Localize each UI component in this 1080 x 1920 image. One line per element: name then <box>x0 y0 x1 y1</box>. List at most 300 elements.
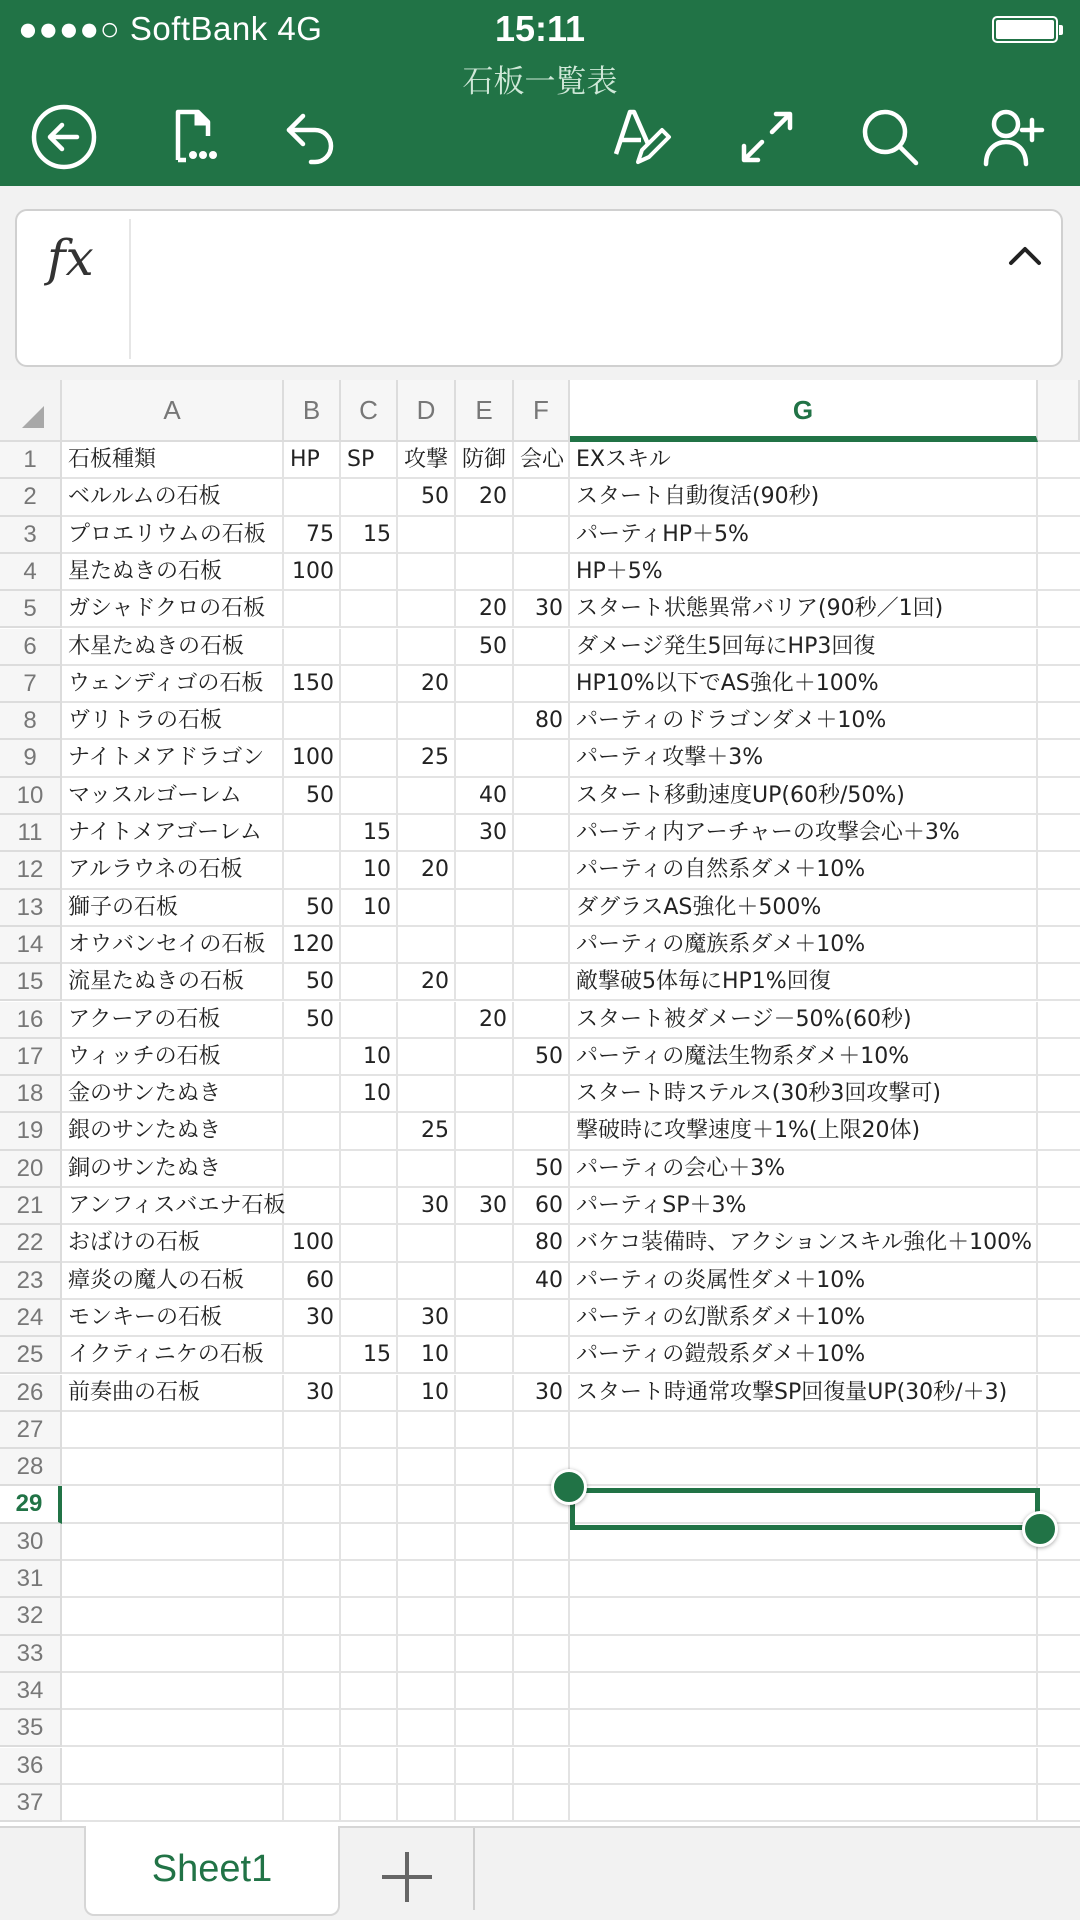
cell-d35[interactable] <box>398 1710 456 1747</box>
row-header-30[interactable]: 30 <box>0 1524 62 1561</box>
cell-h5[interactable] <box>1038 591 1080 628</box>
cell-f36[interactable] <box>514 1748 570 1785</box>
row-header-20[interactable]: 20 <box>0 1151 62 1188</box>
row-header-16[interactable]: 16 <box>0 1002 62 1039</box>
cell-f7[interactable] <box>514 666 570 703</box>
cell-a25[interactable]: イクティニケの石板 <box>62 1337 284 1374</box>
cell-f27[interactable] <box>514 1412 570 1449</box>
row-header-18[interactable]: 18 <box>0 1076 62 1113</box>
cell-h37[interactable] <box>1038 1785 1080 1822</box>
cell-d30[interactable] <box>398 1524 456 1561</box>
row-header-26[interactable]: 26 <box>0 1375 62 1412</box>
cell-a12[interactable]: アルラウネの石板 <box>62 852 284 889</box>
cell-b33[interactable] <box>284 1636 341 1673</box>
cell-d18[interactable] <box>398 1076 456 1113</box>
row-header-14[interactable]: 14 <box>0 927 62 964</box>
cell-b27[interactable] <box>284 1412 341 1449</box>
cell-h2[interactable] <box>1038 479 1080 516</box>
cell-c36[interactable] <box>341 1748 398 1785</box>
cell-b21[interactable] <box>284 1188 341 1225</box>
row-header-6[interactable]: 6 <box>0 629 62 666</box>
cell-d36[interactable] <box>398 1748 456 1785</box>
cell-c17[interactable]: 10 <box>341 1039 398 1076</box>
spreadsheet-grid[interactable] <box>0 380 1080 1826</box>
cell-c34[interactable] <box>341 1673 398 1710</box>
row-header-8[interactable]: 8 <box>0 703 62 740</box>
cell-d3[interactable] <box>398 517 456 554</box>
cell-b20[interactable] <box>284 1151 341 1188</box>
cell-d20[interactable] <box>398 1151 456 1188</box>
cell-a11[interactable]: ナイトメアゴーレム <box>62 815 284 852</box>
cell-c30[interactable] <box>341 1524 398 1561</box>
cell-e7[interactable] <box>456 666 514 703</box>
cell-f18[interactable] <box>514 1076 570 1113</box>
tab-sheet1[interactable]: Sheet1 <box>84 1826 340 1916</box>
cell-b17[interactable] <box>284 1039 341 1076</box>
cell-g32[interactable] <box>570 1598 1038 1635</box>
row-header-28[interactable]: 28 <box>0 1449 62 1486</box>
cell-e20[interactable] <box>456 1151 514 1188</box>
cell-c35[interactable] <box>341 1710 398 1747</box>
cell-e30[interactable] <box>456 1524 514 1561</box>
cell-g22[interactable]: バケコ装備時、アクションスキル強化＋100% <box>570 1225 1038 1262</box>
cell-e29[interactable] <box>456 1486 514 1523</box>
cell-g18[interactable]: スタート時ステルス(30秒3回攻撃可) <box>570 1076 1038 1113</box>
cell-d2[interactable]: 50 <box>398 479 456 516</box>
cell-h31[interactable] <box>1038 1561 1080 1598</box>
cell-h23[interactable] <box>1038 1263 1080 1300</box>
cell-d21[interactable]: 30 <box>398 1188 456 1225</box>
row-header-5[interactable]: 5 <box>0 591 62 628</box>
cell-d5[interactable] <box>398 591 456 628</box>
cell-e28[interactable] <box>456 1449 514 1486</box>
cell-g12[interactable]: パーティの自然系ダメ＋10% <box>570 852 1038 889</box>
row-header-12[interactable]: 12 <box>0 852 62 889</box>
cell-h1[interactable] <box>1038 442 1080 479</box>
cell-e2[interactable]: 20 <box>456 479 514 516</box>
selection-handle-bottom-right[interactable] <box>1022 1511 1058 1547</box>
cell-f23[interactable]: 40 <box>514 1263 570 1300</box>
cell-h3[interactable] <box>1038 517 1080 554</box>
file-menu-button[interactable] <box>156 100 230 174</box>
cell-b5[interactable] <box>284 591 341 628</box>
column-header-b[interactable]: B <box>284 380 341 442</box>
cell-h14[interactable] <box>1038 927 1080 964</box>
share-button[interactable] <box>976 100 1050 174</box>
cell-f20[interactable]: 50 <box>514 1151 570 1188</box>
cell-d7[interactable]: 20 <box>398 666 456 703</box>
cell-c25[interactable]: 15 <box>341 1337 398 1374</box>
row-header-23[interactable]: 23 <box>0 1263 62 1300</box>
cell-h8[interactable] <box>1038 703 1080 740</box>
column-header-f[interactable]: F <box>514 380 570 442</box>
cell-f5[interactable]: 30 <box>514 591 570 628</box>
cell-a33[interactable] <box>62 1636 284 1673</box>
cell-c16[interactable] <box>341 1002 398 1039</box>
cell-h28[interactable] <box>1038 1449 1080 1486</box>
cell-b23[interactable]: 60 <box>284 1263 341 1300</box>
cell-e11[interactable]: 30 <box>456 815 514 852</box>
back-button[interactable] <box>27 100 101 174</box>
cell-h27[interactable] <box>1038 1412 1080 1449</box>
column-header-g[interactable]: G <box>570 380 1038 442</box>
cell-g16[interactable]: スタート被ダメージ－50%(60秒) <box>570 1002 1038 1039</box>
chevron-up-icon[interactable] <box>1003 233 1047 277</box>
cell-h22[interactable] <box>1038 1225 1080 1262</box>
cell-a13[interactable]: 獅子の石板 <box>62 890 284 927</box>
cell-b29[interactable] <box>284 1486 341 1523</box>
cell-g7[interactable]: HP10%以下でAS強化＋100% <box>570 666 1038 703</box>
cell-f30[interactable] <box>514 1524 570 1561</box>
cell-h24[interactable] <box>1038 1300 1080 1337</box>
cell-d23[interactable] <box>398 1263 456 1300</box>
cell-a34[interactable] <box>62 1673 284 1710</box>
cell-g27[interactable] <box>570 1412 1038 1449</box>
cell-g15[interactable]: 敵撃破5体毎にHP1%回復 <box>570 964 1038 1001</box>
cell-a27[interactable] <box>62 1412 284 1449</box>
cell-e15[interactable] <box>456 964 514 1001</box>
cell-a20[interactable]: 銅のサンたぬき <box>62 1151 284 1188</box>
cell-h10[interactable] <box>1038 778 1080 815</box>
cell-e1[interactable]: 防御 <box>456 442 514 479</box>
cell-a1[interactable]: 石板種類 <box>62 442 284 479</box>
cell-c27[interactable] <box>341 1412 398 1449</box>
cell-e26[interactable] <box>456 1375 514 1412</box>
row-header-17[interactable]: 17 <box>0 1039 62 1076</box>
cell-h11[interactable] <box>1038 815 1080 852</box>
cell-a5[interactable]: ガシャドクロの石板 <box>62 591 284 628</box>
cell-g8[interactable]: パーティのドラゴンダメ＋10% <box>570 703 1038 740</box>
cell-g25[interactable]: パーティの鎧殻系ダメ＋10% <box>570 1337 1038 1374</box>
cell-b12[interactable] <box>284 852 341 889</box>
cell-b25[interactable] <box>284 1337 341 1374</box>
cell-g33[interactable] <box>570 1636 1038 1673</box>
cell-c20[interactable] <box>341 1151 398 1188</box>
cell-c10[interactable] <box>341 778 398 815</box>
cell-d14[interactable] <box>398 927 456 964</box>
cell-e21[interactable]: 30 <box>456 1188 514 1225</box>
cell-h21[interactable] <box>1038 1188 1080 1225</box>
cell-h18[interactable] <box>1038 1076 1080 1113</box>
cell-a24[interactable]: モンキーの石板 <box>62 1300 284 1337</box>
cell-f6[interactable] <box>514 629 570 666</box>
cell-e5[interactable]: 20 <box>456 591 514 628</box>
cell-g31[interactable] <box>570 1561 1038 1598</box>
cell-g6[interactable]: ダメージ発生5回毎にHP3回復 <box>570 629 1038 666</box>
cell-c28[interactable] <box>341 1449 398 1486</box>
cell-a26[interactable]: 前奏曲の石板 <box>62 1375 284 1412</box>
cell-a23[interactable]: 瘴炎の魔人の石板 <box>62 1263 284 1300</box>
cell-d33[interactable] <box>398 1636 456 1673</box>
cell-d11[interactable] <box>398 815 456 852</box>
cell-b15[interactable]: 50 <box>284 964 341 1001</box>
cell-h26[interactable] <box>1038 1375 1080 1412</box>
cell-c14[interactable] <box>341 927 398 964</box>
cell-f24[interactable] <box>514 1300 570 1337</box>
cell-a18[interactable]: 金のサンたぬき <box>62 1076 284 1113</box>
row-header-21[interactable]: 21 <box>0 1188 62 1225</box>
cell-h9[interactable] <box>1038 740 1080 777</box>
cell-b9[interactable]: 100 <box>284 740 341 777</box>
row-header-2[interactable]: 2 <box>0 479 62 516</box>
cell-f26[interactable]: 30 <box>514 1375 570 1412</box>
cell-h7[interactable] <box>1038 666 1080 703</box>
row-header-13[interactable]: 13 <box>0 890 62 927</box>
cell-f14[interactable] <box>514 927 570 964</box>
row-header-1[interactable]: 1 <box>0 442 62 479</box>
cell-b10[interactable]: 50 <box>284 778 341 815</box>
select-all-corner[interactable] <box>0 380 62 442</box>
cell-e22[interactable] <box>456 1225 514 1262</box>
cell-d28[interactable] <box>398 1449 456 1486</box>
row-header-3[interactable]: 3 <box>0 517 62 554</box>
cell-d10[interactable] <box>398 778 456 815</box>
cell-c13[interactable]: 10 <box>341 890 398 927</box>
cell-a32[interactable] <box>62 1598 284 1635</box>
cell-c29[interactable] <box>341 1486 398 1523</box>
cell-a4[interactable]: 星たぬきの石板 <box>62 554 284 591</box>
selection-handle-top-left[interactable] <box>551 1469 587 1505</box>
cell-g21[interactable]: パーティSP＋3% <box>570 1188 1038 1225</box>
cell-c7[interactable] <box>341 666 398 703</box>
function-icon[interactable]: fx <box>47 229 94 287</box>
column-header-e[interactable]: E <box>456 380 514 442</box>
cell-c8[interactable] <box>341 703 398 740</box>
cell-a16[interactable]: アクーアの石板 <box>62 1002 284 1039</box>
cell-f9[interactable] <box>514 740 570 777</box>
cell-b6[interactable] <box>284 629 341 666</box>
cell-e25[interactable] <box>456 1337 514 1374</box>
cell-f4[interactable] <box>514 554 570 591</box>
cell-e8[interactable] <box>456 703 514 740</box>
cell-d6[interactable] <box>398 629 456 666</box>
cell-c22[interactable] <box>341 1225 398 1262</box>
cell-f33[interactable] <box>514 1636 570 1673</box>
cell-c4[interactable] <box>341 554 398 591</box>
cell-b26[interactable]: 30 <box>284 1375 341 1412</box>
row-header-7[interactable]: 7 <box>0 666 62 703</box>
cell-b37[interactable] <box>284 1785 341 1822</box>
cell-f1[interactable]: 会心 <box>514 442 570 479</box>
cell-f17[interactable]: 50 <box>514 1039 570 1076</box>
cell-h17[interactable] <box>1038 1039 1080 1076</box>
formula-input[interactable] <box>139 221 991 357</box>
cell-f12[interactable] <box>514 852 570 889</box>
cell-a10[interactable]: マッスルゴーレム <box>62 778 284 815</box>
cell-f10[interactable] <box>514 778 570 815</box>
cell-b7[interactable]: 150 <box>284 666 341 703</box>
row-header-10[interactable]: 10 <box>0 778 62 815</box>
cell-h35[interactable] <box>1038 1710 1080 1747</box>
cell-a17[interactable]: ウィッチの石板 <box>62 1039 284 1076</box>
cell-c31[interactable] <box>341 1561 398 1598</box>
cell-b2[interactable] <box>284 479 341 516</box>
cell-e36[interactable] <box>456 1748 514 1785</box>
cell-g1[interactable]: EXスキル <box>570 442 1038 479</box>
cell-a19[interactable]: 銀のサンたぬき <box>62 1113 284 1150</box>
cell-b30[interactable] <box>284 1524 341 1561</box>
cell-a6[interactable]: 木星たぬきの石板 <box>62 629 284 666</box>
cell-f35[interactable] <box>514 1710 570 1747</box>
cell-g14[interactable]: パーティの魔族系ダメ＋10% <box>570 927 1038 964</box>
cell-g17[interactable]: パーティの魔法生物系ダメ＋10% <box>570 1039 1038 1076</box>
cell-e10[interactable]: 40 <box>456 778 514 815</box>
cell-e6[interactable]: 50 <box>456 629 514 666</box>
cell-f34[interactable] <box>514 1673 570 1710</box>
cell-e18[interactable] <box>456 1076 514 1113</box>
cell-b32[interactable] <box>284 1598 341 1635</box>
cell-d12[interactable]: 20 <box>398 852 456 889</box>
cell-h20[interactable] <box>1038 1151 1080 1188</box>
cell-b22[interactable]: 100 <box>284 1225 341 1262</box>
cell-a37[interactable] <box>62 1785 284 1822</box>
cell-d31[interactable] <box>398 1561 456 1598</box>
cell-e4[interactable] <box>456 554 514 591</box>
cell-b3[interactable]: 75 <box>284 517 341 554</box>
cell-b34[interactable] <box>284 1673 341 1710</box>
cell-g9[interactable]: パーティ攻撃＋3% <box>570 740 1038 777</box>
cell-b14[interactable]: 120 <box>284 927 341 964</box>
cell-h19[interactable] <box>1038 1113 1080 1150</box>
row-header-37[interactable]: 37 <box>0 1785 62 1822</box>
cell-f37[interactable] <box>514 1785 570 1822</box>
cell-b11[interactable] <box>284 815 341 852</box>
cell-f3[interactable] <box>514 517 570 554</box>
cell-h33[interactable] <box>1038 1636 1080 1673</box>
cell-a15[interactable]: 流星たぬきの石板 <box>62 964 284 1001</box>
cell-c1[interactable]: SP <box>341 442 398 479</box>
cell-a36[interactable] <box>62 1748 284 1785</box>
cell-g24[interactable]: パーティの幻獣系ダメ＋10% <box>570 1300 1038 1337</box>
cell-f16[interactable] <box>514 1002 570 1039</box>
cell-e14[interactable] <box>456 927 514 964</box>
cell-e33[interactable] <box>456 1636 514 1673</box>
cell-f21[interactable]: 60 <box>514 1188 570 1225</box>
cell-h34[interactable] <box>1038 1673 1080 1710</box>
cell-g2[interactable]: スタート自動復活(90秒) <box>570 479 1038 516</box>
cell-h32[interactable] <box>1038 1598 1080 1635</box>
cell-e34[interactable] <box>456 1673 514 1710</box>
cell-d25[interactable]: 10 <box>398 1337 456 1374</box>
cell-a8[interactable]: ヴリトラの石板 <box>62 703 284 740</box>
cell-e32[interactable] <box>456 1598 514 1635</box>
cell-g20[interactable]: パーティの会心＋3% <box>570 1151 1038 1188</box>
cell-e19[interactable] <box>456 1113 514 1150</box>
row-header-33[interactable]: 33 <box>0 1636 62 1673</box>
cell-g23[interactable]: パーティの炎属性ダメ＋10% <box>570 1263 1038 1300</box>
cell-h15[interactable] <box>1038 964 1080 1001</box>
cell-f15[interactable] <box>514 964 570 1001</box>
cell-h25[interactable] <box>1038 1337 1080 1374</box>
column-header-a[interactable]: A <box>62 380 284 442</box>
cell-c9[interactable] <box>341 740 398 777</box>
cell-h4[interactable] <box>1038 554 1080 591</box>
cell-d4[interactable] <box>398 554 456 591</box>
row-header-35[interactable]: 35 <box>0 1710 62 1747</box>
row-header-24[interactable]: 24 <box>0 1300 62 1337</box>
selected-cell-g29[interactable] <box>570 1488 1040 1530</box>
cell-c19[interactable] <box>341 1113 398 1150</box>
row-header-27[interactable]: 27 <box>0 1412 62 1449</box>
cell-e35[interactable] <box>456 1710 514 1747</box>
column-header-d[interactable]: D <box>398 380 456 442</box>
cell-h13[interactable] <box>1038 890 1080 927</box>
cell-g4[interactable]: HP＋5% <box>570 554 1038 591</box>
cell-g5[interactable]: スタート状態異常バリア(90秒／1回) <box>570 591 1038 628</box>
row-header-34[interactable]: 34 <box>0 1673 62 1710</box>
cell-d16[interactable] <box>398 1002 456 1039</box>
cell-e3[interactable] <box>456 517 514 554</box>
row-header-22[interactable]: 22 <box>0 1225 62 1262</box>
cell-g36[interactable] <box>570 1748 1038 1785</box>
cell-c12[interactable]: 10 <box>341 852 398 889</box>
cell-d8[interactable] <box>398 703 456 740</box>
cell-b13[interactable]: 50 <box>284 890 341 927</box>
search-button[interactable] <box>853 100 927 174</box>
cell-f8[interactable]: 80 <box>514 703 570 740</box>
cell-c11[interactable]: 15 <box>341 815 398 852</box>
cell-d34[interactable] <box>398 1673 456 1710</box>
cell-d27[interactable] <box>398 1412 456 1449</box>
cell-c15[interactable] <box>341 964 398 1001</box>
cell-e17[interactable] <box>456 1039 514 1076</box>
cell-g11[interactable]: パーティ内アーチャーの攻撃会心＋3% <box>570 815 1038 852</box>
cell-g26[interactable]: スタート時通常攻撃SP回復量UP(30秒/＋3) <box>570 1375 1038 1412</box>
cell-e31[interactable] <box>456 1561 514 1598</box>
cell-d26[interactable]: 10 <box>398 1375 456 1412</box>
row-header-29[interactable]: 29 <box>0 1486 62 1523</box>
cell-c37[interactable] <box>341 1785 398 1822</box>
row-header-9[interactable]: 9 <box>0 740 62 777</box>
cell-e23[interactable] <box>456 1263 514 1300</box>
cell-d32[interactable] <box>398 1598 456 1635</box>
edit-text-button[interactable] <box>606 100 680 174</box>
cell-d37[interactable] <box>398 1785 456 1822</box>
cell-a21[interactable]: アンフィスバエナ石板 <box>62 1188 284 1225</box>
cell-d15[interactable]: 20 <box>398 964 456 1001</box>
cell-g35[interactable] <box>570 1710 1038 1747</box>
cell-c21[interactable] <box>341 1188 398 1225</box>
cell-f25[interactable] <box>514 1337 570 1374</box>
cell-f2[interactable] <box>514 479 570 516</box>
add-sheet-icon[interactable] <box>370 1840 444 1914</box>
cell-g28[interactable] <box>570 1449 1038 1486</box>
cell-c32[interactable] <box>341 1598 398 1635</box>
undo-button[interactable] <box>275 100 349 174</box>
fullscreen-button[interactable] <box>730 100 804 174</box>
row-header-25[interactable]: 25 <box>0 1337 62 1374</box>
cell-b24[interactable]: 30 <box>284 1300 341 1337</box>
cell-a7[interactable]: ウェンディゴの石板 <box>62 666 284 703</box>
cell-d17[interactable] <box>398 1039 456 1076</box>
cell-a9[interactable]: ナイトメアドラゴン <box>62 740 284 777</box>
cell-d1[interactable]: 攻撃 <box>398 442 456 479</box>
cell-b4[interactable]: 100 <box>284 554 341 591</box>
cell-f11[interactable] <box>514 815 570 852</box>
cell-f19[interactable] <box>514 1113 570 1150</box>
cell-a3[interactable]: プロエリウムの石板 <box>62 517 284 554</box>
cell-e9[interactable] <box>456 740 514 777</box>
column-header-h-partial[interactable] <box>1038 380 1080 442</box>
cell-f31[interactable] <box>514 1561 570 1598</box>
cell-d22[interactable] <box>398 1225 456 1262</box>
cell-d19[interactable]: 25 <box>398 1113 456 1150</box>
row-header-4[interactable]: 4 <box>0 554 62 591</box>
cell-c33[interactable] <box>341 1636 398 1673</box>
cell-a28[interactable] <box>62 1449 284 1486</box>
cell-d9[interactable]: 25 <box>398 740 456 777</box>
cell-h36[interactable] <box>1038 1748 1080 1785</box>
